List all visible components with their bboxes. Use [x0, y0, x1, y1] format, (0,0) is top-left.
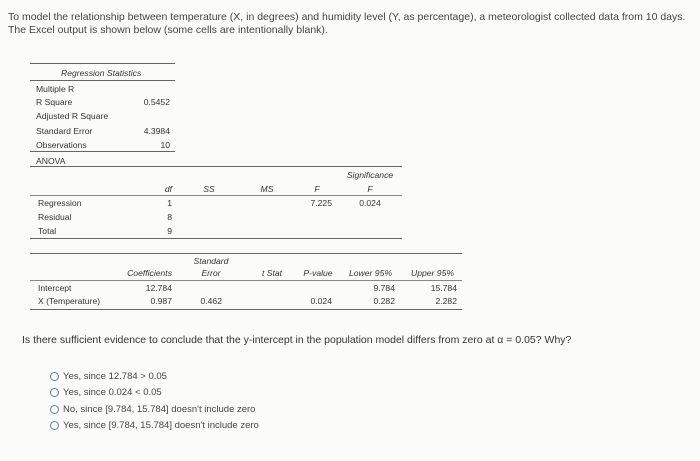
regstats-label: Adjusted R Square: [36, 111, 109, 121]
answer-option-label: No, since [9.784, 15.784] doesn't include zero: [63, 404, 256, 415]
coef-upper: 2.282: [435, 296, 457, 306]
coef-header-rule: [30, 280, 462, 281]
coef-header-t: t Stat: [261, 268, 283, 278]
anova-df: 8: [167, 212, 172, 222]
coef-lower: 0.282: [373, 296, 395, 306]
anova-bottom-rule: [30, 238, 402, 239]
coef-se: 0.462: [200, 296, 222, 306]
regstats-bottom-rule: [30, 151, 175, 152]
answer-option-3[interactable]: [50, 404, 255, 415]
regstats-title: Regression Statistics: [61, 68, 142, 78]
coef-header-se-top: Standard: [193, 256, 229, 266]
coef-header-coef: Coefficients: [127, 268, 172, 278]
answer-option-2[interactable]: [50, 387, 162, 398]
regstats-value: 10: [160, 140, 170, 150]
coef-value: 12.784: [145, 283, 172, 293]
anova-f: 7.225: [310, 198, 332, 208]
answer-option-label: Yes, since 12.784 > 0.05: [63, 371, 167, 382]
coef-bottom-rule: [30, 309, 462, 310]
intro-text: To model the relationship between temperature (X, in degrees) and humidity level (Y, as percentage), a meteorologist collected data from 10 days. The Excel output is shown below (some cells are intentionally blank).: [8, 11, 686, 36]
answer-option-4[interactable]: [50, 420, 259, 431]
regstats-value: 0.5452: [143, 97, 170, 107]
radio-button-icon[interactable]: [50, 405, 59, 414]
anova-row-label: Total: [38, 226, 57, 236]
anova-header-f: F: [314, 184, 320, 194]
anova-df: 9: [167, 226, 172, 236]
regstats-label: Multiple R: [36, 84, 75, 94]
anova-header-sig-bottom: F: [367, 184, 373, 194]
regstats-header-rule: [30, 80, 175, 81]
question-text: Is there sufficient evidence to conclude that the y-intercept in the population model differs from zero at α = 0.05? Why?: [22, 334, 572, 346]
regstats-label: R Square: [36, 97, 73, 107]
anova-sig: 0.024: [359, 198, 381, 208]
radio-button-icon[interactable]: [50, 388, 59, 397]
coef-value: 0.987: [150, 296, 172, 306]
coef-row-label: X (Temperature): [38, 296, 101, 306]
coef-header-upper: Upper 95%: [411, 268, 454, 278]
coef-row-label: Intercept: [38, 283, 72, 293]
anova-df: 1: [167, 198, 172, 208]
radio-button-icon[interactable]: [50, 372, 59, 381]
anova-row-label: Residual: [38, 212, 72, 222]
regstats-label: Observations: [36, 140, 87, 150]
coef-header-lower: Lower 95%: [349, 268, 392, 278]
anova-header-df: df: [164, 184, 172, 194]
anova-header-ms: MS: [260, 184, 274, 194]
anova-row-label: Regression: [38, 198, 82, 208]
regstats-label: Standard Error: [36, 126, 93, 136]
anova-top-rule: [30, 166, 402, 167]
answer-option-label: Yes, since 0.024 < 0.05: [63, 387, 162, 398]
anova-header-rule: [30, 195, 402, 196]
coef-p: 0.024: [310, 296, 332, 306]
coef-top-rule: [30, 253, 462, 254]
coef-header-p: P-value: [303, 268, 333, 278]
anova-header-ss: SS: [203, 184, 215, 194]
regstats-top-rule: [30, 63, 175, 64]
anova-header-sig-top: Significance: [346, 170, 394, 180]
coef-header-se-bottom: Error: [201, 268, 221, 278]
anova-title: ANOVA: [36, 156, 66, 166]
coef-lower: 9.784: [373, 283, 395, 293]
coef-upper: 15.784: [430, 283, 457, 293]
answer-option-1[interactable]: [50, 371, 167, 382]
answer-option-label: Yes, since [9.784, 15.784] doesn't include zero: [63, 420, 259, 431]
radio-button-icon[interactable]: [50, 421, 59, 430]
regstats-value: 4.3984: [143, 126, 170, 136]
